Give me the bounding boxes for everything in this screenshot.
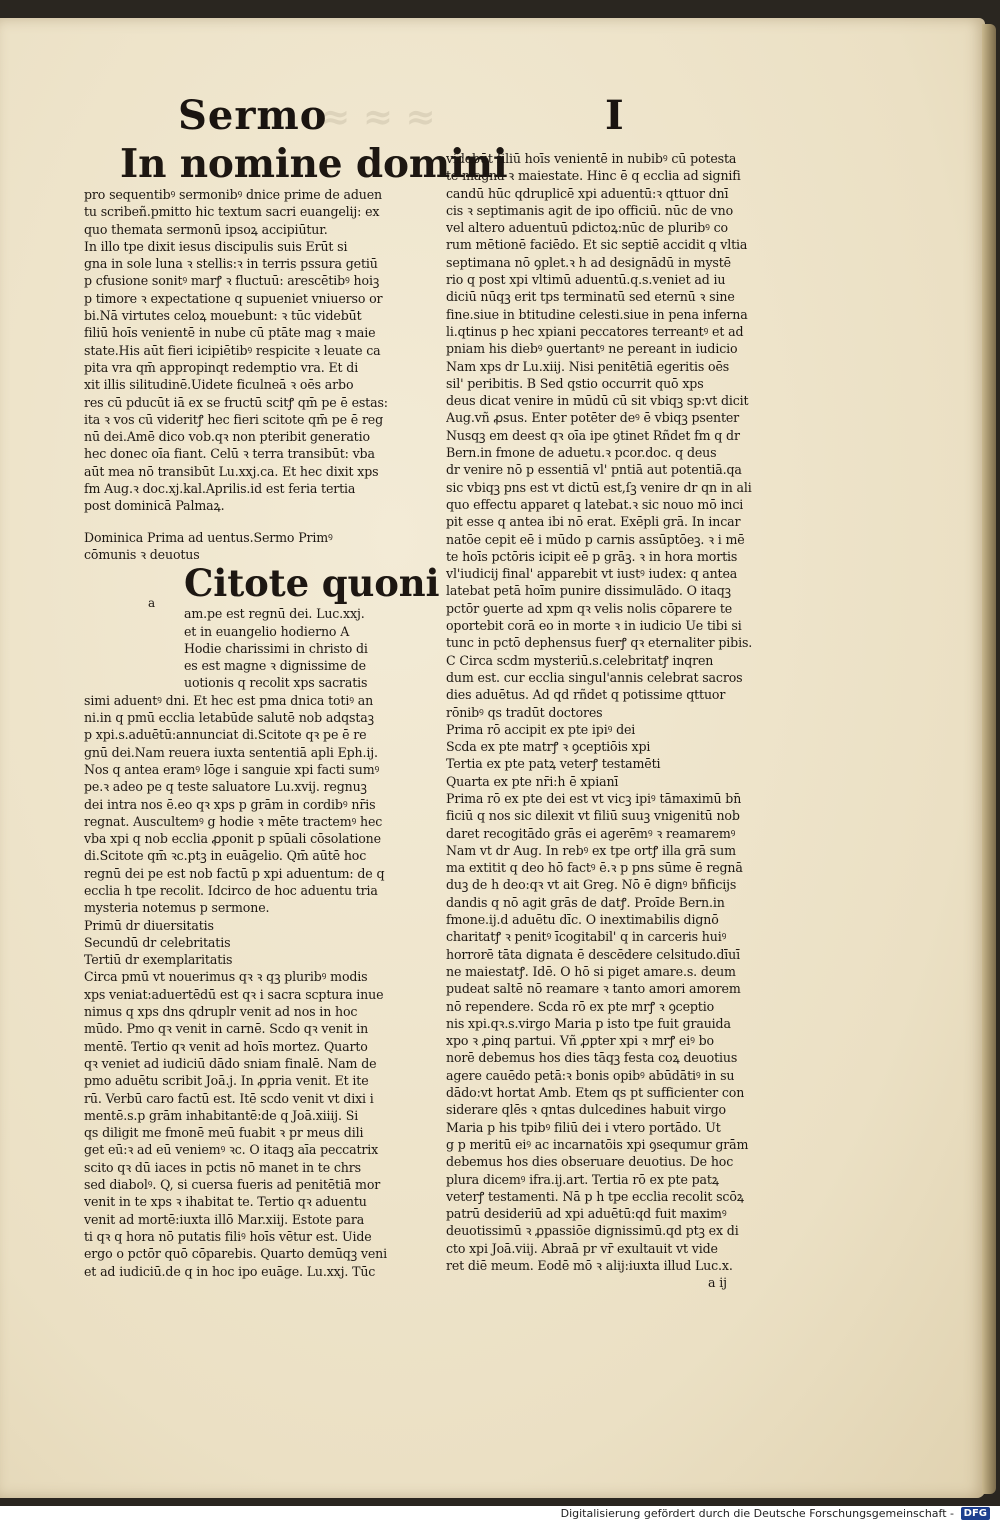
dfg-logo: DFG bbox=[961, 1507, 990, 1520]
prologue-line: gna in sole luna ꝛ stellis:ꝛ in terris pssura getiū bbox=[84, 256, 378, 272]
left-body-line: xps veniat:aduertēdū est qꝛ i sacra scptura inue bbox=[84, 986, 384, 1002]
right-body-line: tunc in pctō dephensus fuerꝭ qꝛ eternaliter pibis. bbox=[446, 635, 753, 651]
right-body-line: pctōr ꝯuerte ad xpm qꝛ velis nolis cōparere te bbox=[446, 600, 733, 616]
prologue-line: post dominicā Palmaꝝ. bbox=[84, 498, 225, 514]
right-body-line: ret diē meum. Eodē mō ꝛ alij:iuxta illud Luc.x. bbox=[446, 1258, 733, 1273]
right-body-line: li.qtinus p hec xpiani peccatores terreantꝰ et ad bbox=[446, 323, 744, 339]
theme-block bbox=[84, 561, 440, 691]
right-body-line: vel altero aduentuū pdictoꝝ:nūc de pluribꝰ co bbox=[446, 220, 728, 236]
right-body-line: C Circa scdm mysteriū.s.celebritatꝭ inqren bbox=[446, 652, 714, 668]
rubric-line: Dominica Prima ad uentus.Sermo Primꝰ bbox=[84, 529, 333, 545]
right-body-line: agere cauēdo petā:ꝛ bonis opibꝰ abūdātiꝰ in su bbox=[446, 1067, 735, 1083]
right-body-line: deuotissimū ꝛ ꝓpassiōe dignissimū.qd ptꝫ ex di bbox=[446, 1223, 739, 1239]
signature-mark: a ij bbox=[708, 1275, 727, 1291]
prologue-line: xit illis silitudinē.Uidete ficulneā ꝛ oēs arbo bbox=[84, 377, 354, 393]
right-body-line: dādo:vt hortat Amb. Etem qs pt sufficienter con bbox=[446, 1085, 745, 1101]
left-body-line: Nos q antea eramꝰ lōge i sanguie xpi facti sumꝰ bbox=[84, 761, 380, 777]
left-body-line: mysteria notemus p sermone. bbox=[84, 900, 270, 916]
right-body-line: fine.siue in btitudine celesti.siue in pena inferna bbox=[446, 306, 748, 322]
footer-credit: Digitalisierung gefördert durch die Deutsche Forschungsgemeinschaft - bbox=[560, 1507, 954, 1520]
right-body-line: te hoīs pctōris icipit eē p grāꝫ. ꝛ in hora mortis bbox=[446, 548, 738, 564]
right-body-line: norē debemus hos dies tāqꝫ festa coꝝ deuotius bbox=[446, 1050, 738, 1066]
right-body-line: dum est. cur ecclia singul'annis celebrat sacros bbox=[446, 669, 743, 685]
page-edge bbox=[982, 24, 996, 1494]
right-body-line: dies aduētus. Ad qd rñdet q potissime qttuor bbox=[446, 687, 726, 703]
right-body-line: Nam xps dr Lu.xiij. Nisi penitētiā egeritis oēs bbox=[446, 358, 730, 374]
right-body-line: oportebit corā eo in morte ꝛ in iudicio Ue tibi si bbox=[446, 618, 742, 634]
right-body-line: fmone.ij.d aduētu dīc. O inextimabilis dignō bbox=[446, 912, 719, 928]
prologue-line: quo themata sermonū ipsoꝝ accipiūtur. bbox=[84, 221, 328, 237]
prologue-line: aūt mea nō transibūt Lu.xxj.ca. Et hec dixit xps bbox=[84, 463, 379, 479]
prologue-line: pita vra qm̄ appropinqt redemptio vra. Et di bbox=[84, 359, 359, 375]
right-body-line: pudeat saltē nō reamare ꝛ tanto amori amorem bbox=[446, 981, 741, 997]
left-body-line: regnat. Auscultemꝰ g hodie ꝛ mēte tractemꝰ hec bbox=[84, 813, 383, 829]
theme-line: uotionis q recolit xps sacratis bbox=[184, 675, 368, 691]
right-body-line: horrorē tāta dignata ē descēdere celsitudo.dīuī bbox=[446, 946, 741, 962]
right-body-line: Bern.in fmone de aduetu.ꝛ pcor.doc. q deus bbox=[446, 445, 717, 461]
right-body-line: Scda ex pte matrꝭ ꝛ ꝯceptiōis xpi bbox=[446, 739, 651, 755]
right-body-line: vl'iudicij final' apparebit vt iustꝰ iudex: q antea bbox=[446, 566, 738, 582]
theme-line: et in euangelio hodierno A bbox=[184, 623, 350, 639]
theme-line: Hodie charissimi in christo di bbox=[184, 640, 368, 656]
left-body-line: venit in te xps ꝛ ihabitat te. Tertio qꝛ aduentu bbox=[84, 1194, 367, 1210]
folio-number: I bbox=[605, 92, 624, 139]
right-body-line: veterꝭ testamenti. Nā p h tpe ecclia recolit scōꝝ bbox=[446, 1188, 744, 1204]
right-body-line: Aug.vñ ꝓsus. Enter potēter deꝰ ē vbiqꝫ psenter bbox=[446, 410, 740, 426]
left-body-line: Circa pmū vt nouerimus qꝛ ꝛ qꝫ pluribꝰ modis bbox=[84, 969, 368, 985]
right-body-line: quo effectu apparet q latebat.ꝛ sic nouo mō inci bbox=[446, 496, 744, 512]
right-body-line: rōnibꝰ qs tradūt doctores bbox=[446, 704, 603, 720]
left-body-line: et ad iudiciū.de q in hoc ipo euāge. Lu.xxj. Tūc bbox=[84, 1263, 376, 1279]
prologue-line: ita ꝛ vos cū videritꝭ hec fieri scitote qm̄ pe ē reg bbox=[84, 411, 384, 427]
right-body-line: Nam vt dr Aug. In rebꝰ ex tpe ortꝭ illa grā sum bbox=[446, 842, 736, 858]
right-body-line: pit esse q antea ibi nō erat. Exēpli grā. In incar bbox=[446, 514, 741, 530]
theme-line: es est magne ꝛ dignissime de bbox=[184, 658, 366, 674]
prologue-line: tu scribeñ.pmitto hic textum sacri euangelij: ex bbox=[84, 204, 380, 220]
left-body-line: ni.in q pmū ecclia letabūde salutē nob adqstaꝫ bbox=[84, 710, 374, 726]
left-body-line: dei intra nos ē.eo qꝛ xps p grām in cordibꝰ nr̄is bbox=[84, 796, 376, 812]
prologue-line: nū dei.Amē dico vob.qꝛ non pteribit generatio bbox=[84, 429, 370, 445]
right-body-line: nō rependere. Scda rō ex pte mrꝭ ꝛ ꝯceptio bbox=[446, 998, 715, 1014]
theme-line: am.pe est regnū dei. Luc.xxj. bbox=[184, 606, 365, 622]
body-text-right bbox=[446, 150, 791, 1274]
left-body-line: pe.ꝛ adeo pe q teste saluatore Lu.xvij. regnuꝫ bbox=[84, 779, 367, 795]
right-body-line: Prima rō accipit ex pte ipiꝰ dei bbox=[446, 721, 636, 737]
left-body-line: Tertiū dr exemplaritatis bbox=[84, 952, 233, 968]
right-body-line: debemus hos dies obseruare deuotius. De hoc bbox=[446, 1154, 734, 1170]
left-body-line: qs diligit me fmonē meū fuabit ꝛ pr meus dili bbox=[84, 1125, 364, 1141]
left-body-line: vba xpi q nob ecclia ꝓponit p spūali cōsolatione bbox=[84, 831, 381, 847]
right-body-line: sic vbiqꝫ pns est vt dictū est,ſꝫ venire dr qn in ali bbox=[446, 479, 752, 495]
right-body-line: Quarta ex pte nr̄i:h ē xpianī bbox=[446, 773, 619, 789]
right-body-line: cis ꝛ septimanis agit de ipo officiū. nūc de vno bbox=[446, 202, 734, 218]
right-body-line: patrū desideriū ad xpi aduētū:qd fuit maximꝰ bbox=[446, 1206, 727, 1222]
left-body-line: gnū dei.Nam reuera iuxta sententiā apli Eph.ij. bbox=[84, 744, 378, 760]
incipit-heading: In nomine domini bbox=[120, 141, 508, 187]
left-body-line: rū. Verbū caro factū est. Itē scdo venit vt dixi i bbox=[84, 1090, 374, 1106]
rubric-block bbox=[84, 529, 419, 564]
left-body-line: scito qꝛ dū iaces in pctis nō manet in te chrs bbox=[84, 1159, 361, 1175]
right-body-line: plura dicemꝰ ifra.ij.art. Tertia rō ex pte patꝝ bbox=[446, 1171, 719, 1187]
right-body-line: natōe cepit eē i mūdo p carnis assūptōeꝫ. ꝛ i mē bbox=[446, 531, 745, 547]
right-body-line: ma extitit q deo hō factꝰ ē.ꝛ p pns sūme ē regnā bbox=[446, 860, 743, 876]
right-body-line: xpo ꝛ ꝓinq partui. Vñ ꝓpter xpi ꝛ mrꝭ eiꝰ bo bbox=[446, 1033, 714, 1049]
right-body-line: Nusqꝫ em deest qꝛ oīa ipe ꝯtinet Rñdet fm q dr bbox=[446, 427, 740, 443]
left-body-line: venit ad mortē:iuxta illō Mar.xiij. Estote para bbox=[84, 1211, 365, 1227]
left-body-line: simi aduentꝰ dni. Et hec est pma dnica totiꝰ an bbox=[84, 692, 374, 708]
theme-lines bbox=[184, 605, 419, 691]
prologue-line: filiū hoīs venientē in nube cū ptāte mag ꝛ maie bbox=[84, 325, 376, 341]
prologue-line: res cū pducūt iā ex se fructū scitꝭ qm̄ pe ē estas: bbox=[84, 394, 388, 410]
right-body-line: charitatꝭ ꝛ penitꝰ īcogitabil' q in carceris huiꝰ bbox=[446, 929, 727, 945]
prologue-line: p cfusione sonitꝰ marꝭ ꝛ fluctuū: arescētibꝰ hoiꝫ bbox=[84, 273, 380, 289]
margin-mark: a bbox=[148, 596, 156, 610]
theme-large-text: Citote quoni bbox=[184, 561, 440, 606]
left-body-line: mentē.s.p grām inhabitantē:de q Joā.xiiij. Si bbox=[84, 1107, 359, 1123]
left-body-line: mentē. Tertio qꝛ venit ad hoīs mortez. Quarto bbox=[84, 1038, 368, 1054]
right-body-line: g p meritū eiꝰ ac incarnatōis xpi ꝯsequmur grām bbox=[446, 1136, 749, 1152]
show-through-text: ≈ ≈ ≈ bbox=[320, 96, 436, 138]
right-body-line: diciū nūqꝫ erit tps terminatū sed eternū ꝛ sine bbox=[446, 289, 735, 305]
left-column bbox=[84, 141, 508, 1280]
left-body-line: ergo o pctōr quō cōparebis. Quarto demūqꝫ veni bbox=[84, 1246, 387, 1262]
right-body-line: pniam his diebꝰ ꝯuertantꝰ ne pereant in iudicio bbox=[446, 341, 738, 357]
right-body-line: daret recogitādo grās ei agerēmꝰ ꝛ reamaremꝰ bbox=[446, 825, 736, 841]
right-body-line: septimana nō ꝯplet.ꝛ h ad designādū in mystē bbox=[446, 254, 731, 270]
right-body-line: siderare qlēs ꝛ qntas dulcedines habuit virgo bbox=[446, 1102, 726, 1118]
prologue-line: p timore ꝛ expectatione q supueniet vniuerso or bbox=[84, 290, 383, 306]
prologue-block bbox=[84, 186, 419, 515]
left-body-line: sed diabolꝰ. Q, si cuersa fueris ad penitētiā mor bbox=[84, 1177, 381, 1193]
right-column bbox=[446, 150, 791, 1292]
running-head: Sermo bbox=[178, 92, 328, 139]
right-body-line: dandis q nō agit grās de datꝭ. Proīde Bern.in bbox=[446, 894, 725, 910]
rubric-line: cōmunis ꝛ deuotus bbox=[84, 546, 200, 562]
left-body-line: qꝛ veniet ad iudiciū dādo sniam finalē. Nam de bbox=[84, 1055, 377, 1071]
right-body-line: Prima rō ex pte dei est vt vicꝫ ipiꝰ tāmaximū bn̄ bbox=[446, 790, 742, 806]
right-body-line: nis xpi.qꝛ.s.virgo Maria p isto tpe fuit grauida bbox=[446, 1015, 731, 1031]
body-text-left bbox=[84, 692, 419, 1280]
left-body-line: get eū:ꝛ ad eū veniemꝰ ꝛc. O itaqꝫ aīa peccatrix bbox=[84, 1142, 379, 1158]
left-body-line: nimus q xps dns qdruplr venit ad nos in hoc bbox=[84, 1004, 358, 1020]
prologue-line: hec donec oīa fiant. Celū ꝛ terra transibūt: vba bbox=[84, 446, 375, 462]
left-body-line: p xpi.s.aduētū:annunciat di.Scitote qꝛ pe ē re bbox=[84, 727, 367, 743]
right-body-line: Tertia ex pte patꝝ veterꝭ testamēti bbox=[446, 756, 661, 772]
right-body-line: sil' peribitis. B Sed qstio occurrit quō xps bbox=[446, 375, 704, 391]
prologue-line: fm Aug.ꝛ doc.xj.kal.Aprilis.id est feria tertia bbox=[84, 481, 356, 497]
right-body-line: ne maiestatꝭ. Idē. O hō si piget amare.s. deum bbox=[446, 963, 736, 979]
right-body-line: candū hūc qdruplicē xpi aduentū:ꝛ qttuor dnī bbox=[446, 185, 729, 201]
right-body-line: videbūt filiū hoīs venientē in nubibꝰ cū potesta bbox=[446, 151, 737, 166]
right-body-line: rio q post xpi vltimū aduentū.q.s.veniet ad iu bbox=[446, 272, 726, 288]
left-body-line: regnū dei pe est nob factū p xpi aduentum: de q bbox=[84, 865, 385, 881]
prologue-line: bi.Nā virtutes celoꝝ mouebunt: ꝛ tūc videbūt bbox=[84, 308, 362, 324]
right-body-line: latebat petā hoīm punire dissimulādo. O itaqꝫ bbox=[446, 583, 731, 599]
prologue-line: In illo tpe dixit iesus discipulis suis Erūt si bbox=[84, 238, 348, 254]
left-body-line: pmo aduētu scribit Joā.j. In ꝓpria venit. Et ite bbox=[84, 1073, 369, 1089]
prologue-line: state.His aūt fieri icipiētibꝰ respicite ꝛ leuate ca bbox=[84, 342, 381, 358]
right-body-line: Maria p his tpibꝰ filiū dei i vtero portādo. Ut bbox=[446, 1119, 721, 1135]
right-body-line: duꝫ de h deo:qꝛ vt ait Greg. Nō ē dignꝰ bñficijs bbox=[446, 877, 737, 893]
left-body-line: ecclia h tpe recolit. Idcirco de hoc aduentu tria bbox=[84, 882, 378, 898]
right-body-line: deus dicat venire in mūdū cū sit vbiqꝫ sp:vt dicit bbox=[446, 393, 749, 409]
right-body-line: cto xpi Joā.viij. Abraā pr vr̄ exultauit vt vide bbox=[446, 1240, 718, 1256]
right-body-line: te magna ꝛ maiestate. Hinc ē q ecclia ad signifi bbox=[446, 168, 741, 184]
left-body-line: mūdo. Pmo qꝛ venit in carnē. Scdo qꝛ venit in bbox=[84, 1021, 369, 1037]
left-body-line: Primū dr diuersitatis bbox=[84, 917, 214, 933]
prologue-line: pro sequentibꝰ sermonibꝰ dnice prime de aduen bbox=[84, 187, 382, 202]
left-body-line: ti qꝛ q hora nō putatis filiꝰ hoīs vētur est. Uide bbox=[84, 1228, 372, 1244]
left-body-line: di.Scitote qm̄ ꝛc.ptꝫ in euāgelio. Qm̄ aūtē hoc bbox=[84, 848, 367, 864]
right-body-line: ficiū q nos sic dilexit vt filiū suuꝫ vnigenitū nob bbox=[446, 808, 740, 824]
right-body-line: dr venire nō p essentiā vl' pntiā aut potentiā.qa bbox=[446, 462, 742, 478]
right-body-line: rum mētionē faciēdo. Et sic septiē accidit q vltia bbox=[446, 237, 748, 253]
left-body-line: Secundū dr celebritatis bbox=[84, 934, 231, 950]
